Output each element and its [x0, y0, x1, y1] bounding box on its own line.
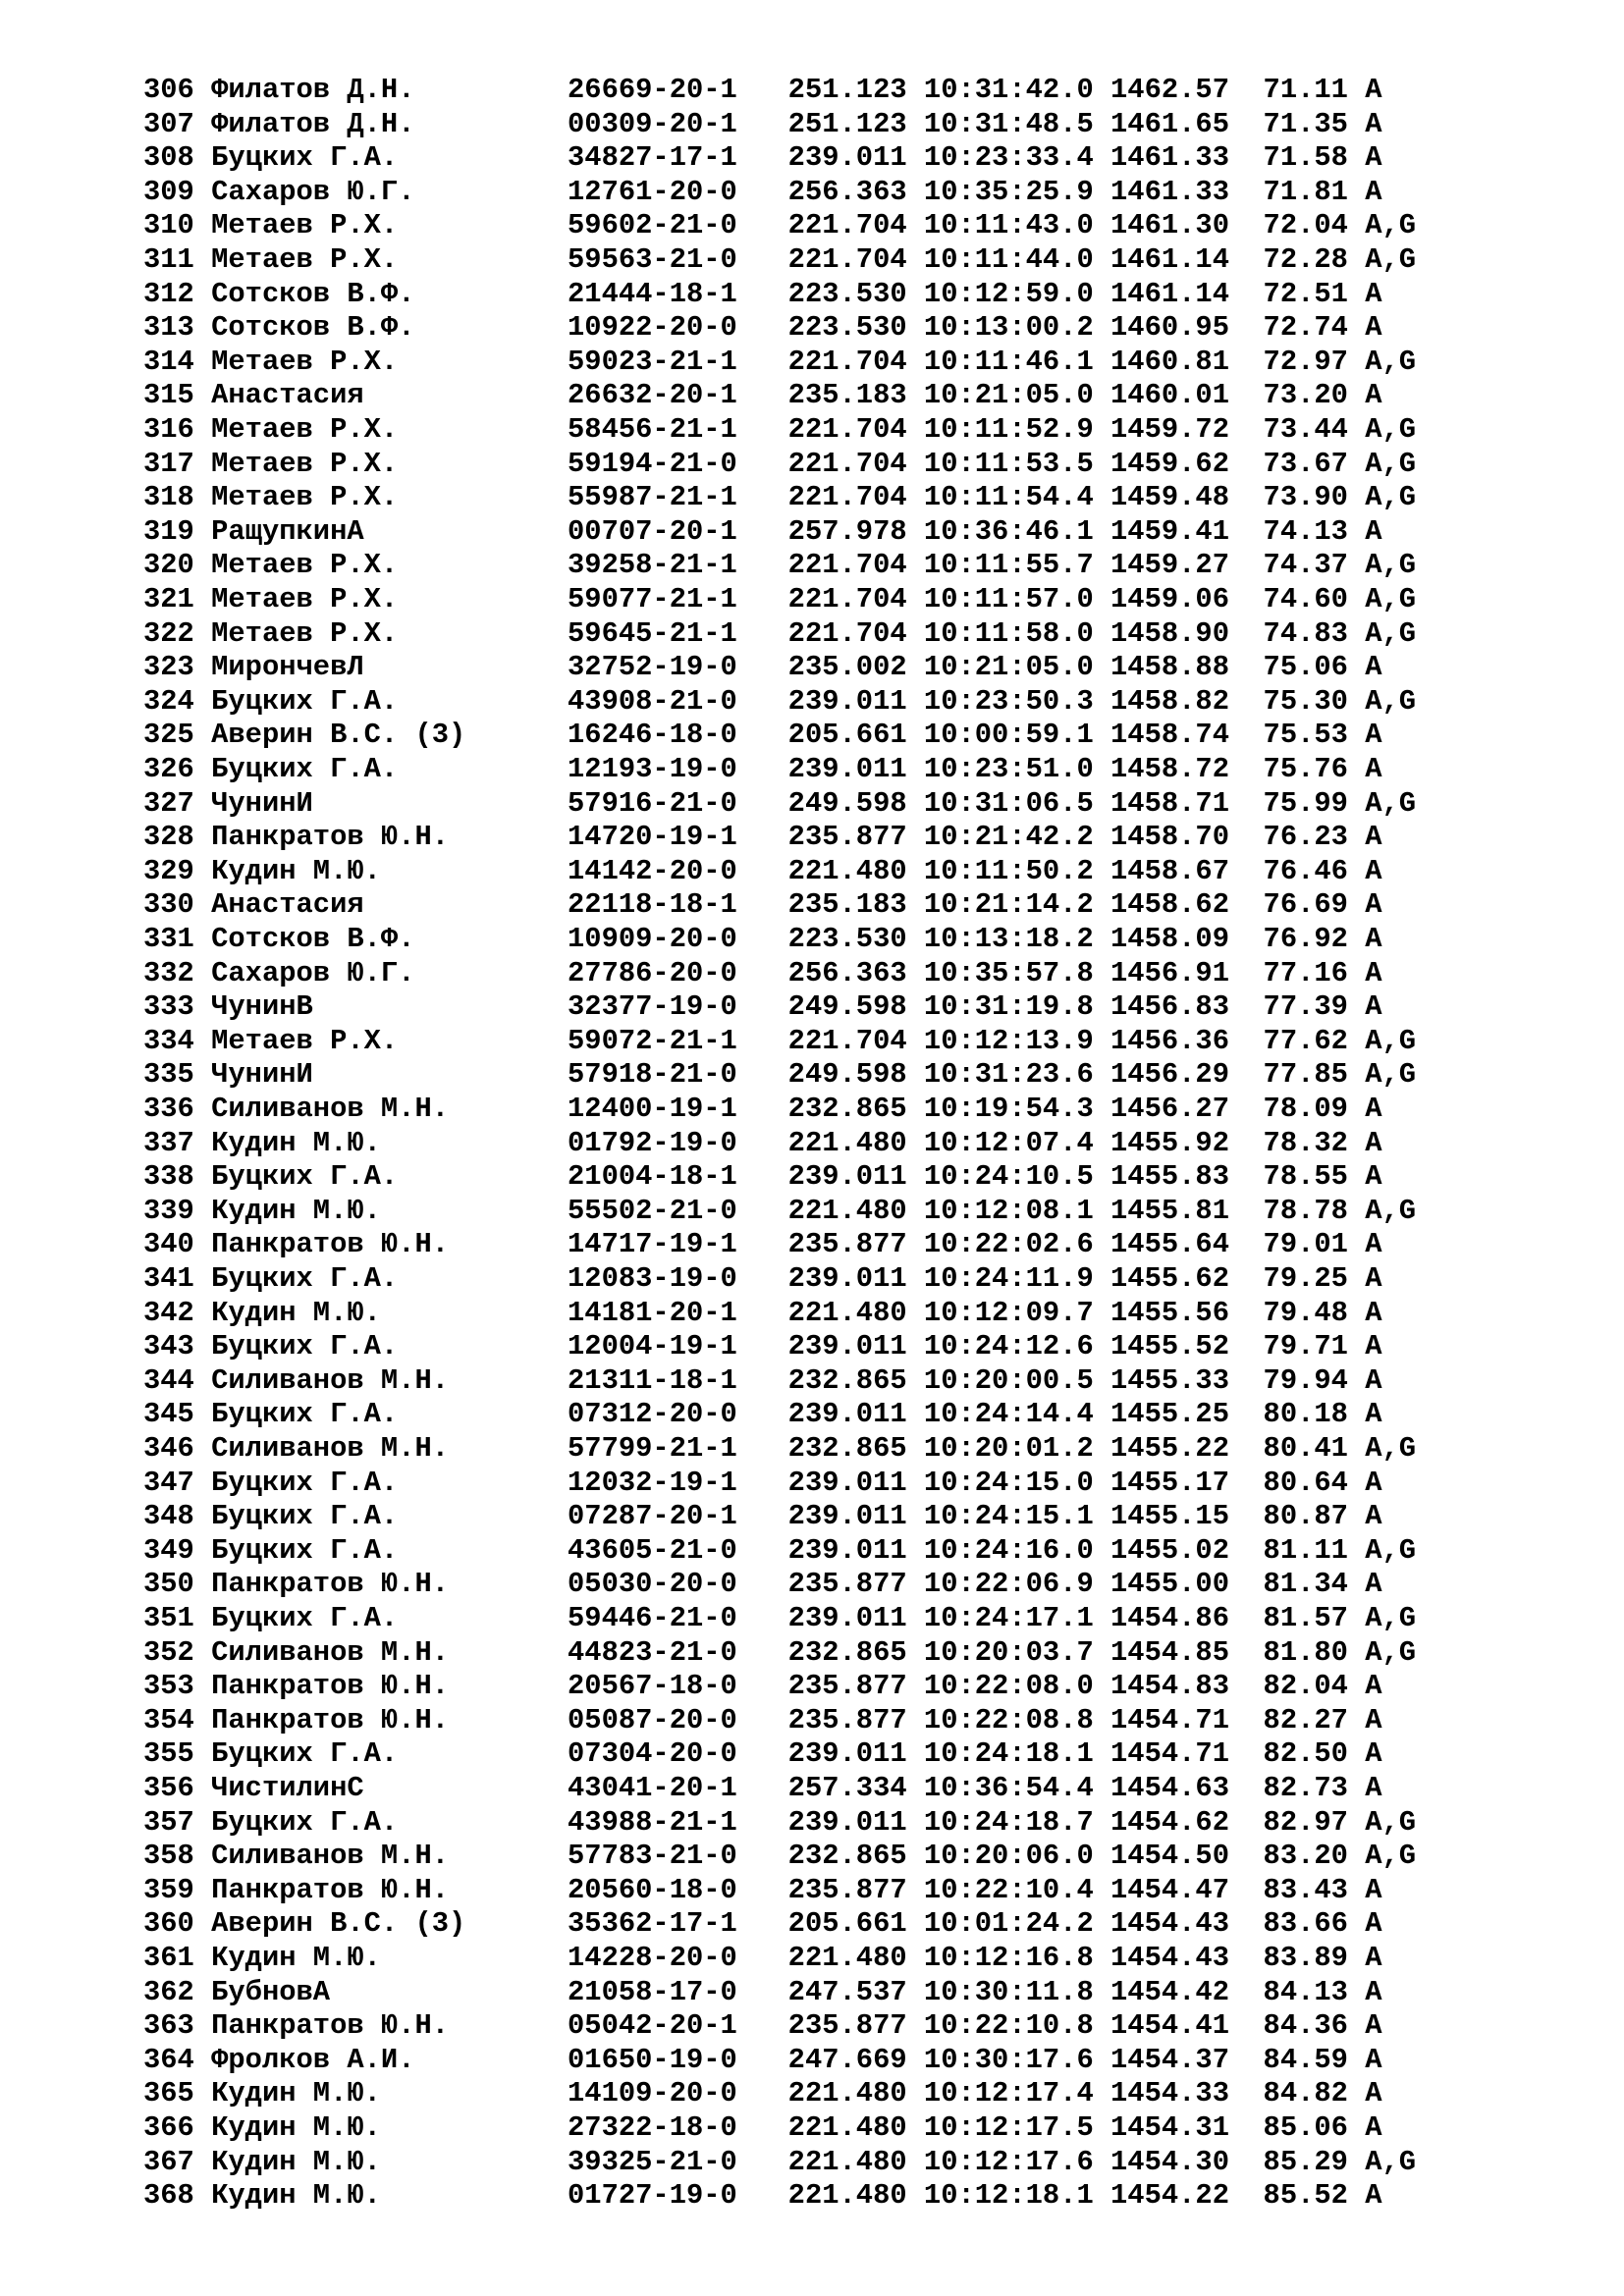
result-row: 357 Буцких Г.А. 43988-21-1 239.011 10:24:18.7 1454.62 82.97 A,G [143, 1805, 1417, 1839]
result-row: 366 Кудин М.Ю. 27322-18-0 221.480 10:12:17.5 1454.31 85.06 A [143, 2111, 1382, 2144]
result-row: 320 Метаев Р.Х. 39258-21-1 221.704 10:11:55.7 1459.27 74.37 A,G [143, 549, 1417, 582]
result-row: 339 Кудин М.Ю. 55502-21-0 221.480 10:12:08.1 1455.81 78.78 A,G [143, 1194, 1417, 1227]
result-row: 359 Панкратов Ю.Н. 20560-18-0 235.877 10:22:10.4 1454.47 83.43 A [143, 1873, 1382, 1906]
result-row: 329 Кудин М.Ю. 14142-20-0 221.480 10:11:50.2 1458.67 76.46 A [143, 854, 1382, 887]
result-row: 324 Буцких Г.А. 43908-21-0 239.011 10:23:50.3 1458.82 75.30 A,G [143, 684, 1417, 718]
result-row: 349 Буцких Г.А. 43605-21-0 239.011 10:24:16.0 1455.02 81.11 A,G [143, 1533, 1417, 1567]
result-row: 347 Буцких Г.А. 12032-19-1 239.011 10:24:15.0 1455.17 80.64 A [143, 1466, 1382, 1499]
result-row: 312 Сотсков В.Ф. 21444-18-1 223.530 10:12:59.0 1461.14 72.51 A [143, 277, 1382, 310]
result-row: 327 ЧунинИ 57916-21-0 249.598 10:31:06.5 1458.71 75.99 A,G [143, 786, 1417, 820]
result-row: 341 Буцких Г.А. 12083-19-0 239.011 10:24:11.9 1455.62 79.25 A [143, 1262, 1382, 1295]
result-row: 310 Метаев Р.Х. 59602-21-0 221.704 10:11:43.0 1461.30 72.04 A,G [143, 209, 1417, 242]
result-row: 367 Кудин М.Ю. 39325-21-0 221.480 10:12:17.6 1454.30 85.29 A,G [143, 2145, 1417, 2178]
result-row: 355 Буцких Г.А. 07304-20-0 239.011 10:24:18.1 1454.71 82.50 A [143, 1737, 1382, 1771]
result-row: 321 Метаев Р.Х. 59077-21-1 221.704 10:11:57.0 1459.06 74.60 A,G [143, 583, 1417, 615]
result-row: 368 Кудин М.Ю. 01727-19-0 221.480 10:12:18.1 1454.22 85.52 A [143, 2179, 1382, 2213]
result-row: 318 Метаев Р.Х. 55987-21-1 221.704 10:11:54.4 1459.48 73.90 A,G [143, 481, 1417, 514]
result-row: 362 БубновА 21058-17-0 247.537 10:30:11.8 1454.42 84.13 A [143, 1975, 1382, 2008]
result-row: 308 Буцких Г.А. 34827-17-1 239.011 10:23:33.4 1461.33 71.58 A [143, 141, 1382, 175]
result-row: 342 Кудин М.Ю. 14181-20-1 221.480 10:12:09.7 1455.56 79.48 A [143, 1296, 1382, 1329]
result-row: 358 Силиванов М.Н. 57783-21-0 232.865 10:20:06.0 1454.50 83.20 A,G [143, 1840, 1417, 1873]
result-row: 354 Панкратов Ю.Н. 05087-20-0 235.877 10:22:08.8 1454.71 82.27 A [143, 1703, 1382, 1736]
result-row: 363 Панкратов Ю.Н. 05042-20-1 235.877 10:22:10.8 1454.41 84.36 A [143, 2009, 1382, 2043]
result-row: 311 Метаев Р.Х. 59563-21-0 221.704 10:11:44.0 1461.14 72.28 A,G [143, 243, 1417, 276]
result-row: 338 Буцких Г.А. 21004-18-1 239.011 10:24:10.5 1455.83 78.55 A [143, 1160, 1382, 1194]
result-row: 334 Метаев Р.Х. 59072-21-1 221.704 10:12:13.9 1456.36 77.62 A,G [143, 1024, 1417, 1057]
result-row: 326 Буцких Г.А. 12193-19-0 239.011 10:23:51.0 1458.72 75.76 A [143, 753, 1382, 785]
result-row: 343 Буцких Г.А. 12004-19-1 239.011 10:24:12.6 1455.52 79.71 A [143, 1330, 1382, 1363]
result-row: 307 Филатов Д.Н. 00309-20-1 251.123 10:31:48.5 1461.65 71.35 A [143, 107, 1382, 140]
result-row: 361 Кудин М.Ю. 14228-20-0 221.480 10:12:16.8 1454.43 83.89 A [143, 1942, 1382, 1974]
result-row: 322 Метаев Р.Х. 59645-21-1 221.704 10:11:58.0 1458.90 74.83 A,G [143, 616, 1417, 650]
result-row: 345 Буцких Г.А. 07312-20-0 239.011 10:24:14.4 1455.25 80.18 A [143, 1398, 1382, 1431]
result-row: 337 Кудин М.Ю. 01792-19-0 221.480 10:12:07.4 1455.92 78.32 A [143, 1126, 1382, 1159]
result-row: 356 ЧистилинС 43041-20-1 257.334 10:36:54.4 1454.63 82.73 A [143, 1772, 1382, 1804]
result-row: 344 Силиванов М.Н. 21311-18-1 232.865 10:20:00.5 1455.33 79.94 A [143, 1363, 1382, 1397]
result-row: 330 Анастасия 22118-18-1 235.183 10:21:14.2 1458.62 76.69 A [143, 888, 1382, 922]
result-row: 365 Кудин М.Ю. 14109-20-0 221.480 10:12:17.4 1454.33 84.82 A [143, 2077, 1382, 2110]
result-row: 325 Аверин В.С. (3) 16246-18-0 205.661 10:00:59.1 1458.74 75.53 A [143, 719, 1382, 752]
result-row: 352 Силиванов М.Н. 44823-21-0 232.865 10:20:03.7 1454.85 81.80 A,G [143, 1635, 1417, 1669]
result-row: 340 Панкратов Ю.Н. 14717-19-1 235.877 10:22:02.6 1455.64 79.01 A [143, 1228, 1382, 1261]
result-row: 360 Аверин В.С. (3) 35362-17-1 205.661 10:01:24.2 1454.43 83.66 A [143, 1907, 1382, 1941]
result-row: 314 Метаев Р.Х. 59023-21-1 221.704 10:11:46.1 1460.81 72.97 A,G [143, 345, 1417, 378]
result-row: 317 Метаев Р.Х. 59194-21-0 221.704 10:11:53.5 1459.62 73.67 A,G [143, 447, 1417, 480]
result-row: 306 Филатов Д.Н. 26669-20-1 251.123 10:31:42.0 1462.57 71.11 A [143, 74, 1382, 106]
result-row: 315 Анастасия 26632-20-1 235.183 10:21:05.0 1460.01 73.20 A [143, 379, 1382, 412]
result-row: 331 Сотсков В.Ф. 10909-20-0 223.530 10:13:18.2 1458.09 76.92 A [143, 923, 1382, 955]
result-row: 335 ЧунинИ 57918-21-0 249.598 10:31:23.6 1456.29 77.85 A,G [143, 1058, 1417, 1092]
result-row: 353 Панкратов Ю.Н. 20567-18-0 235.877 10:22:08.0 1454.83 82.04 A [143, 1670, 1382, 1703]
result-row: 332 Сахаров Ю.Г. 27786-20-0 256.363 10:35:57.8 1456.91 77.16 A [143, 956, 1382, 989]
result-row: 323 МирончевЛ 32752-19-0 235.002 10:21:05.0 1458.88 75.06 A [143, 651, 1382, 684]
result-row: 364 Фролков А.И. 01650-19-0 247.669 10:30:17.6 1454.37 84.59 A [143, 2043, 1382, 2076]
result-row: 309 Сахаров Ю.Г. 12761-20-0 256.363 10:35:25.9 1461.33 71.81 A [143, 175, 1382, 208]
result-row: 316 Метаев Р.Х. 58456-21-1 221.704 10:11:52.9 1459.72 73.44 A,G [143, 413, 1417, 446]
result-row: 328 Панкратов Ю.Н. 14720-19-1 235.877 10:21:42.2 1458.70 76.23 A [143, 821, 1382, 854]
result-row: 313 Сотсков В.Ф. 10922-20-0 223.530 10:13:00.2 1460.95 72.74 A [143, 311, 1382, 345]
result-row: 319 РащупкинА 00707-20-1 257.978 10:36:46.1 1459.41 74.13 A [143, 514, 1382, 548]
result-row: 333 ЧунинВ 32377-19-0 249.598 10:31:19.8 1456.83 77.39 A [143, 990, 1382, 1024]
result-row: 346 Силиванов М.Н. 57799-21-1 232.865 10:20:01.2 1455.22 80.41 A,G [143, 1432, 1417, 1465]
result-row: 351 Буцких Г.А. 59446-21-0 239.011 10:24:17.1 1454.86 81.57 A,G [143, 1602, 1417, 1634]
result-row: 348 Буцких Г.А. 07287-20-1 239.011 10:24:15.1 1455.15 80.87 A [143, 1500, 1382, 1533]
result-row: 350 Панкратов Ю.Н. 05030-20-0 235.877 10:22:06.9 1455.00 81.34 A [143, 1568, 1382, 1601]
result-row: 336 Силиванов М.Н. 12400-19-1 232.865 10:19:54.3 1456.27 78.09 A [143, 1093, 1382, 1125]
